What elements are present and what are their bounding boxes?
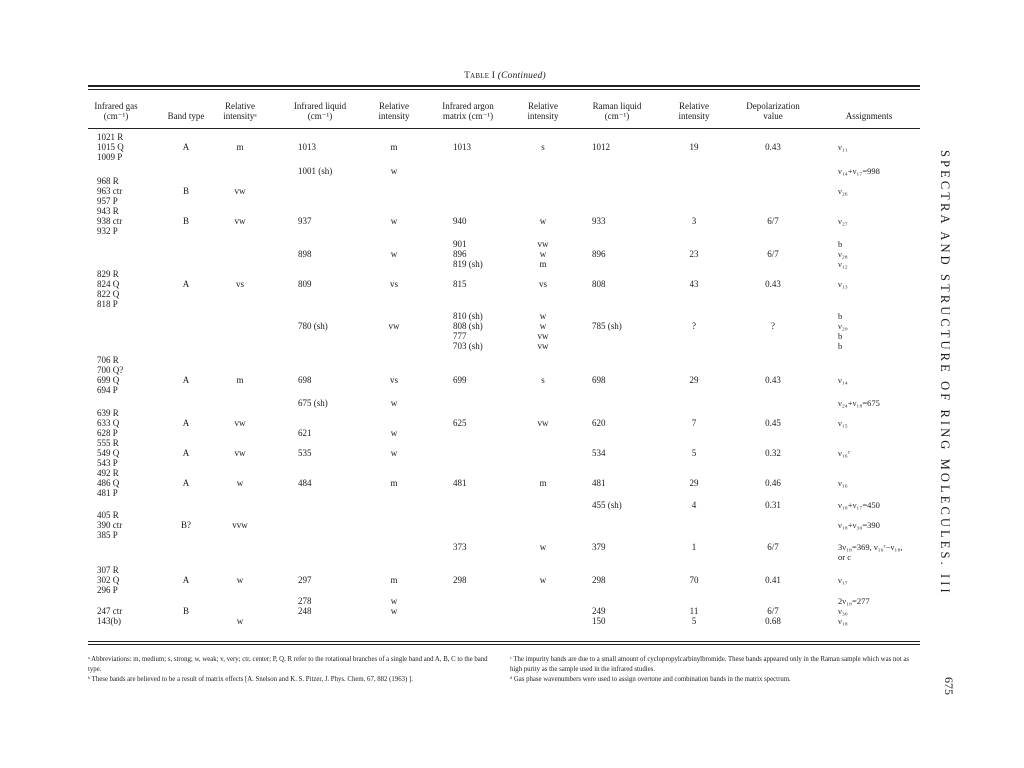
cell-ir-gas: 932 P [97, 226, 118, 236]
cell-raman: 698 [592, 375, 606, 385]
cell-rel2: w [390, 166, 398, 176]
cell-depol: 0.43 [765, 375, 781, 385]
cell-ir-gas: 824 Q [97, 279, 120, 289]
cell-rel2: vs [389, 279, 399, 289]
cell-ir-liquid: 698 [298, 375, 312, 385]
top-rule-thin [88, 89, 920, 90]
cell-assign: ν₂₇ [838, 216, 848, 226]
cell-rel3: m [539, 259, 547, 269]
cell-raman: 379 [592, 542, 606, 552]
cell-ir-liquid: 809 [298, 279, 312, 289]
cell-raman: 620 [592, 418, 606, 428]
cell-ir-gas: 943 R [97, 206, 119, 216]
cell-rel4: 3 [691, 216, 697, 226]
page-number [943, 677, 963, 707]
cell-raman: 481 [592, 478, 606, 488]
cell-rel4: 11 [689, 606, 699, 616]
cell-rel4: 1 [691, 542, 697, 552]
cell-ir-gas: 302 Q [97, 575, 120, 585]
header-line [168, 101, 205, 111]
cell-ir-gas: 1015 Q [97, 142, 124, 152]
cell-ir-gas: 1021 R [97, 132, 124, 142]
cell-assign: ν₃₀ [838, 606, 848, 616]
cell-band-type: B? [181, 520, 191, 530]
header-line: Relative [528, 101, 558, 111]
cell-assign: ν₁₃ [838, 279, 848, 289]
cell-ir-liquid: 1013 [298, 142, 316, 152]
cell-rel3: w [539, 542, 547, 552]
cell-depol: 0.32 [765, 448, 781, 458]
cell-assign: ν₂₉ [838, 321, 848, 331]
cell-rel4: 7 [691, 418, 697, 428]
bottom-rule-thin [88, 644, 920, 645]
cell-rel1: w [236, 575, 244, 585]
header-line: Infrared gas [94, 101, 138, 111]
footnotes-left [88, 655, 498, 685]
cell-raman: 249 [592, 606, 606, 616]
cell-raman: 933 [592, 216, 606, 226]
cell-rel4: 29 [689, 375, 699, 385]
cell-raman: 455 (sh) [592, 500, 622, 510]
cell-depol: 0.46 [765, 478, 781, 488]
header-raman [593, 101, 642, 121]
header-rel2 [379, 101, 410, 121]
header-line: Raman liquid [592, 101, 642, 111]
cell-ir-argon: 777 [453, 331, 467, 341]
cell-ir-gas: 247 ctr [97, 606, 123, 616]
cell-rel4: 43 [689, 279, 699, 289]
footnote-b: ᵇ These bands are believed to be a result of matrix effects [A. Snelson and K. S. Pitzer, J. Phys. Chem. 67, 882 (1963) ]. [88, 676, 413, 683]
cell-ir-argon: 625 [453, 418, 467, 428]
cell-rel3: vw [537, 418, 549, 428]
cell-rel1: vs [235, 279, 245, 289]
header-line: (cm⁻¹) [103, 111, 129, 121]
cell-ir-liquid: 297 [298, 575, 312, 585]
cell-rel2: w [390, 596, 398, 606]
cell-ir-gas: 818 P [97, 299, 118, 309]
cell-ir-argon: 808 (sh) [453, 321, 483, 331]
cell-ir-gas: 822 Q [97, 289, 120, 299]
cell-assign: 3ν₁₈=369, ν₁₆ᶜ−ν₁₈, [838, 542, 903, 552]
cell-rel3: w [539, 216, 547, 226]
header-line: intensity [678, 111, 710, 121]
cell-band-type: A [182, 142, 190, 152]
header-rel3 [528, 101, 559, 121]
cell-ir-gas: 555 R [97, 438, 119, 448]
header-line: value [763, 111, 783, 121]
cell-ir-gas: 143(b) [97, 616, 121, 626]
header-line: intensity [527, 111, 559, 121]
header-line: Depolarization [746, 101, 800, 111]
cell-rel3: vw [537, 341, 549, 351]
cell-rel1: vvw [232, 520, 248, 530]
cell-assign: ν₁₈+ν₁₇=450 [838, 500, 880, 510]
cell-depol: 6/7 [767, 606, 779, 616]
cell-ir-gas: 486 Q [97, 478, 120, 488]
cell-depol: 6/7 [767, 216, 779, 226]
cell-assign: ν₁₄+ν₁₇=998 [838, 166, 880, 176]
cell-rel1: vw [234, 186, 246, 196]
cell-assign: ν₁₆ [838, 478, 848, 488]
header-line: Infrared liquid [293, 101, 347, 111]
table-caption-prefix: Table I [464, 71, 496, 81]
cell-assign: ν₁₄ [838, 375, 848, 385]
cell-rel1: vw [234, 418, 246, 428]
cell-ir-gas: 307 R [97, 565, 119, 575]
cell-ir-gas: 543 P [97, 458, 118, 468]
cell-rel2: w [390, 249, 398, 259]
cell-assign: b [838, 311, 843, 321]
cell-ir-gas: 938 ctr [97, 216, 123, 226]
table-caption [90, 71, 920, 81]
header-line: Infrared argon [442, 101, 494, 111]
cell-depol: 0.43 [765, 142, 781, 152]
cell-band-type: A [182, 575, 190, 585]
cell-rel3: s [541, 142, 545, 152]
cell-rel4: 19 [689, 142, 699, 152]
header-rel1 [223, 101, 256, 121]
cell-ir-liquid: 484 [298, 478, 312, 488]
header-rule [88, 128, 920, 129]
header-assign [846, 101, 893, 121]
cell-depol: ? [771, 321, 775, 331]
cell-depol: 0.68 [765, 616, 781, 626]
cell-assign: ν₁₈+ν₃₀=390 [838, 520, 880, 530]
cell-depol: 6/7 [767, 542, 779, 552]
header-line: Relative [679, 101, 709, 111]
cell-assign: ν₁₂ [838, 259, 848, 269]
cell-rel4: 5 [691, 448, 697, 458]
header-depol [746, 101, 799, 121]
cell-ir-liquid: 248 [298, 606, 312, 616]
cell-depol: 6/7 [767, 249, 779, 259]
cell-raman: 785 (sh) [592, 321, 622, 331]
cell-band-type: A [182, 418, 190, 428]
header-line: (cm⁻¹) [604, 111, 630, 121]
cell-ir-gas: 628 P [97, 428, 118, 438]
footnotes-right [510, 655, 920, 685]
cell-ir-argon: 819 (sh) [453, 259, 483, 269]
header-ir-liquid [294, 101, 346, 121]
cell-rel2: w [390, 216, 398, 226]
footnote-d: ᵈ Gas phase wavenumbers were used to assign overtone and combination bands in the matrix spectrum. [510, 676, 791, 683]
cell-ir-gas: 385 P [97, 530, 118, 540]
cell-rel2: w [390, 398, 398, 408]
header-line: Band type [167, 111, 205, 121]
header-ir-argon [442, 101, 494, 121]
cell-ir-argon: 298 [453, 575, 467, 585]
cell-ir-gas: 694 P [97, 385, 118, 395]
cell-band-type: B [182, 216, 190, 226]
cell-assign: 2ν₁₈=277 [838, 596, 870, 606]
cell-ir-gas: 700 Q? [97, 365, 124, 375]
cell-assign: ν₁₁ [838, 142, 848, 152]
cell-ir-gas: 699 Q [97, 375, 120, 385]
cell-rel2: m [390, 142, 398, 152]
cell-ir-gas: 957 P [97, 196, 118, 206]
cell-ir-gas: 968 R [97, 176, 119, 186]
header-line: matrix (cm⁻¹) [442, 111, 494, 121]
cell-assign: ν₁₇ [838, 575, 848, 585]
cell-ir-liquid: 278 [298, 596, 312, 606]
cell-depol: 0.41 [765, 575, 781, 585]
cell-ir-gas: 296 P [97, 585, 118, 595]
cell-band-type: B [182, 606, 190, 616]
cell-rel2: w [390, 606, 398, 616]
cell-rel1: m [236, 375, 244, 385]
header-line: Assignments [845, 111, 893, 121]
cell-raman: 150 [592, 616, 606, 626]
cell-rel3: m [539, 478, 547, 488]
cell-rel3: w [539, 575, 547, 585]
cell-depol: 0.31 [765, 500, 781, 510]
cell-ir-argon: 901 [453, 239, 467, 249]
cell-ir-gas: 492 R [97, 468, 119, 478]
cell-ir-argon: 1013 [453, 142, 471, 152]
cell-ir-liquid: 535 [298, 448, 312, 458]
cell-rel1: m [236, 142, 244, 152]
cell-rel1: w [236, 478, 244, 488]
cell-ir-gas: 706 R [97, 355, 119, 365]
header-line: intensityᵃ [223, 111, 257, 121]
cell-assign: ν₂₆ [838, 186, 848, 196]
cell-rel3: w [539, 311, 547, 321]
cell-band-type: A [182, 375, 190, 385]
cell-rel4: 5 [691, 616, 697, 626]
footnote-a: ᵃ Abbreviations: m, medium; s, strong; w, weak; v, very; ctr, center; P, Q, R refer to the rotational branches of a single band and A, B, C to the band type. [88, 656, 488, 673]
cell-ir-gas: 963 ctr [97, 186, 123, 196]
cell-rel3: w [539, 321, 547, 331]
cell-assign: b [838, 341, 843, 351]
cell-raman: 1012 [592, 142, 610, 152]
cell-ir-gas: 633 Q [97, 418, 120, 428]
cell-rel2: vs [389, 375, 399, 385]
cell-rel2: w [390, 428, 398, 438]
cell-ir-argon: 940 [453, 216, 467, 226]
cell-ir-liquid: 621 [298, 428, 312, 438]
cell-rel4: 70 [689, 575, 699, 585]
cell-ir-liquid: 675 (sh) [298, 398, 328, 408]
header-line: Relative [225, 101, 255, 111]
cell-assign: or c [838, 552, 851, 562]
cell-raman: 808 [592, 279, 606, 289]
cell-ir-gas: 639 R [97, 408, 119, 418]
cell-rel3: vs [538, 279, 548, 289]
running-title [930, 150, 970, 640]
cell-raman: 534 [592, 448, 606, 458]
cell-rel2: m [390, 478, 398, 488]
cell-assign: ν₁₈ [838, 616, 848, 626]
cell-assign: b [838, 239, 843, 249]
cell-rel1: vw [234, 448, 246, 458]
cell-band-type: A [182, 448, 190, 458]
cell-ir-argon: 699 [453, 375, 467, 385]
cell-raman: 298 [592, 575, 606, 585]
page-number-text: 675 [942, 677, 956, 695]
cell-rel3: vw [537, 331, 549, 341]
cell-rel1: vw [234, 216, 246, 226]
cell-assign: ν₁₆ᶜ [838, 448, 850, 458]
top-rule [88, 85, 920, 87]
cell-rel1: w [236, 616, 244, 626]
cell-rel4: 23 [689, 249, 699, 259]
footnote-c: ᶜ The impurity bands are due to a small amount of cyclopropylcarbinylbromide. These bands appeared only in the Raman sample which was not as high purity as the sample used in the infrared studies. [510, 656, 910, 673]
cell-assign: ν₁₅ [838, 418, 848, 428]
cell-ir-liquid: 898 [298, 249, 312, 259]
cell-ir-liquid: 937 [298, 216, 312, 226]
cell-band-type: A [182, 279, 190, 289]
header-line [846, 101, 893, 111]
cell-ir-liquid: 1001 (sh) [298, 166, 333, 176]
cell-depol: 0.43 [765, 279, 781, 289]
cell-ir-gas: 390 ctr [97, 520, 123, 530]
cell-rel2: vw [388, 321, 400, 331]
cell-rel4: 4 [691, 500, 697, 510]
header-ir-gas [94, 101, 137, 121]
cell-ir-gas: 549 Q [97, 448, 120, 458]
cell-rel3: w [539, 249, 547, 259]
cell-ir-argon: 703 (sh) [453, 341, 483, 351]
cell-rel4: 29 [689, 478, 699, 488]
header-band-type [168, 101, 205, 121]
cell-ir-gas: 405 R [97, 510, 119, 520]
cell-rel2: w [390, 448, 398, 458]
header-rel4 [679, 101, 710, 121]
cell-ir-argon: 896 [453, 249, 467, 259]
cell-assign: ν₂₈ [838, 249, 848, 259]
cell-raman: 896 [592, 249, 606, 259]
cell-band-type: B [182, 186, 190, 196]
cell-rel2: m [390, 575, 398, 585]
cell-ir-argon: 815 [453, 279, 467, 289]
cell-rel4: ? [692, 321, 696, 331]
cell-depol: 0.45 [765, 418, 781, 428]
cell-band-type: A [182, 478, 190, 488]
cell-ir-argon: 373 [453, 542, 467, 552]
cell-ir-argon: 481 [453, 478, 467, 488]
cell-rel3: vw [537, 239, 549, 249]
cell-assign: b [838, 331, 843, 341]
header-line: (cm⁻¹) [307, 111, 333, 121]
bottom-rule [88, 641, 920, 642]
cell-ir-argon: 810 (sh) [453, 311, 483, 321]
cell-ir-gas: 1009 P [97, 152, 123, 162]
cell-ir-liquid: 780 (sh) [298, 321, 328, 331]
cell-rel3: s [541, 375, 545, 385]
cell-ir-gas: 829 R [97, 269, 119, 279]
table-caption-suffix: (Continued) [497, 71, 546, 81]
cell-ir-gas: 481 P [97, 488, 118, 498]
running-title-text: SPECTRA AND STRUCTURE OF RING MOLECULES. III [938, 150, 952, 596]
header-line: intensity [378, 111, 410, 121]
cell-assign: ν₂₄+ν₁₈=675 [838, 398, 880, 408]
header-line: Relative [379, 101, 409, 111]
